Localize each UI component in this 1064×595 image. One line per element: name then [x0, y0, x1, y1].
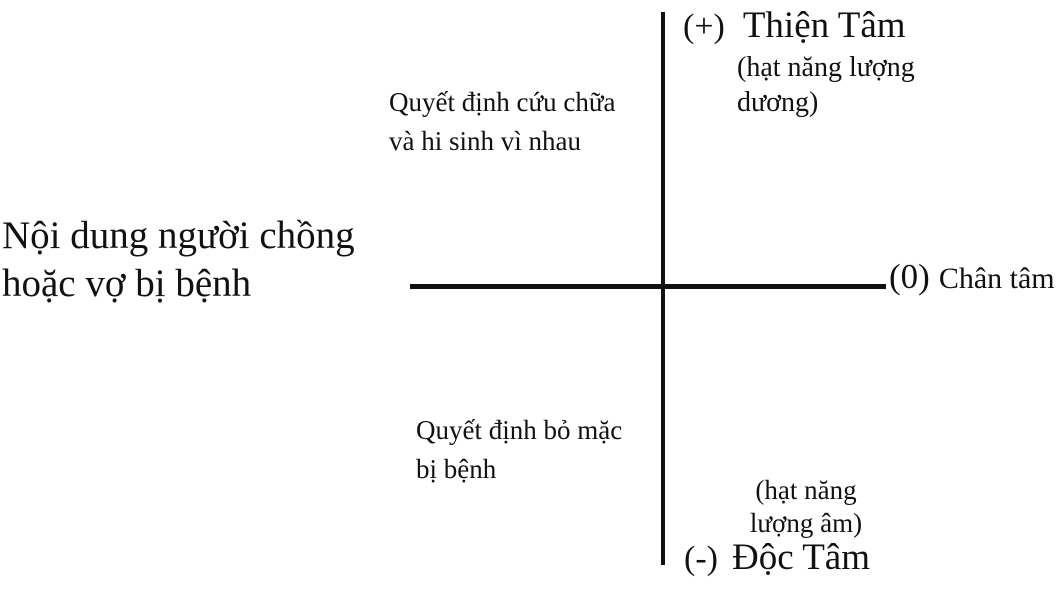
negative-axis-label — [684, 536, 870, 579]
lower-quadrant-text — [416, 411, 622, 489]
zero-axis-label — [889, 257, 1055, 297]
main-subject-label — [2, 212, 355, 308]
negative-energy-note-line1: (hạt năng — [755, 475, 857, 505]
main-subject-line1: Nội dung người chồng — [2, 214, 355, 257]
negative-energy-note-line2: lượng âm) — [749, 508, 863, 538]
negative-energy-note — [700, 474, 912, 540]
plus-sign: (+) — [683, 8, 725, 45]
positive-axis-title: Thiện Tâm — [742, 5, 906, 46]
upper-quadrant-text — [389, 83, 615, 161]
positive-axis-label — [683, 4, 906, 47]
positive-energy-note — [737, 50, 915, 120]
upper-quadrant-line2: và hi sinh vì nhau — [389, 126, 581, 156]
positive-energy-note-line1: (hạt năng lượng — [737, 52, 915, 83]
upper-quadrant-line1: Quyết định cứu chữa — [389, 87, 616, 117]
lower-quadrant-line2: bị bệnh — [416, 454, 497, 484]
lower-quadrant-line1: Quyết định bỏ mặc — [416, 415, 623, 445]
main-subject-line2: hoặc vợ bị bệnh — [2, 262, 252, 305]
zero-axis-title: Chân tâm — [938, 262, 1055, 295]
zero-sign: (0) — [889, 257, 930, 296]
horizontal-axis-line — [410, 284, 886, 289]
minus-sign: (-) — [684, 540, 718, 577]
positive-energy-note-line2: dương) — [737, 87, 819, 118]
negative-axis-title: Độc Tâm — [731, 537, 870, 578]
